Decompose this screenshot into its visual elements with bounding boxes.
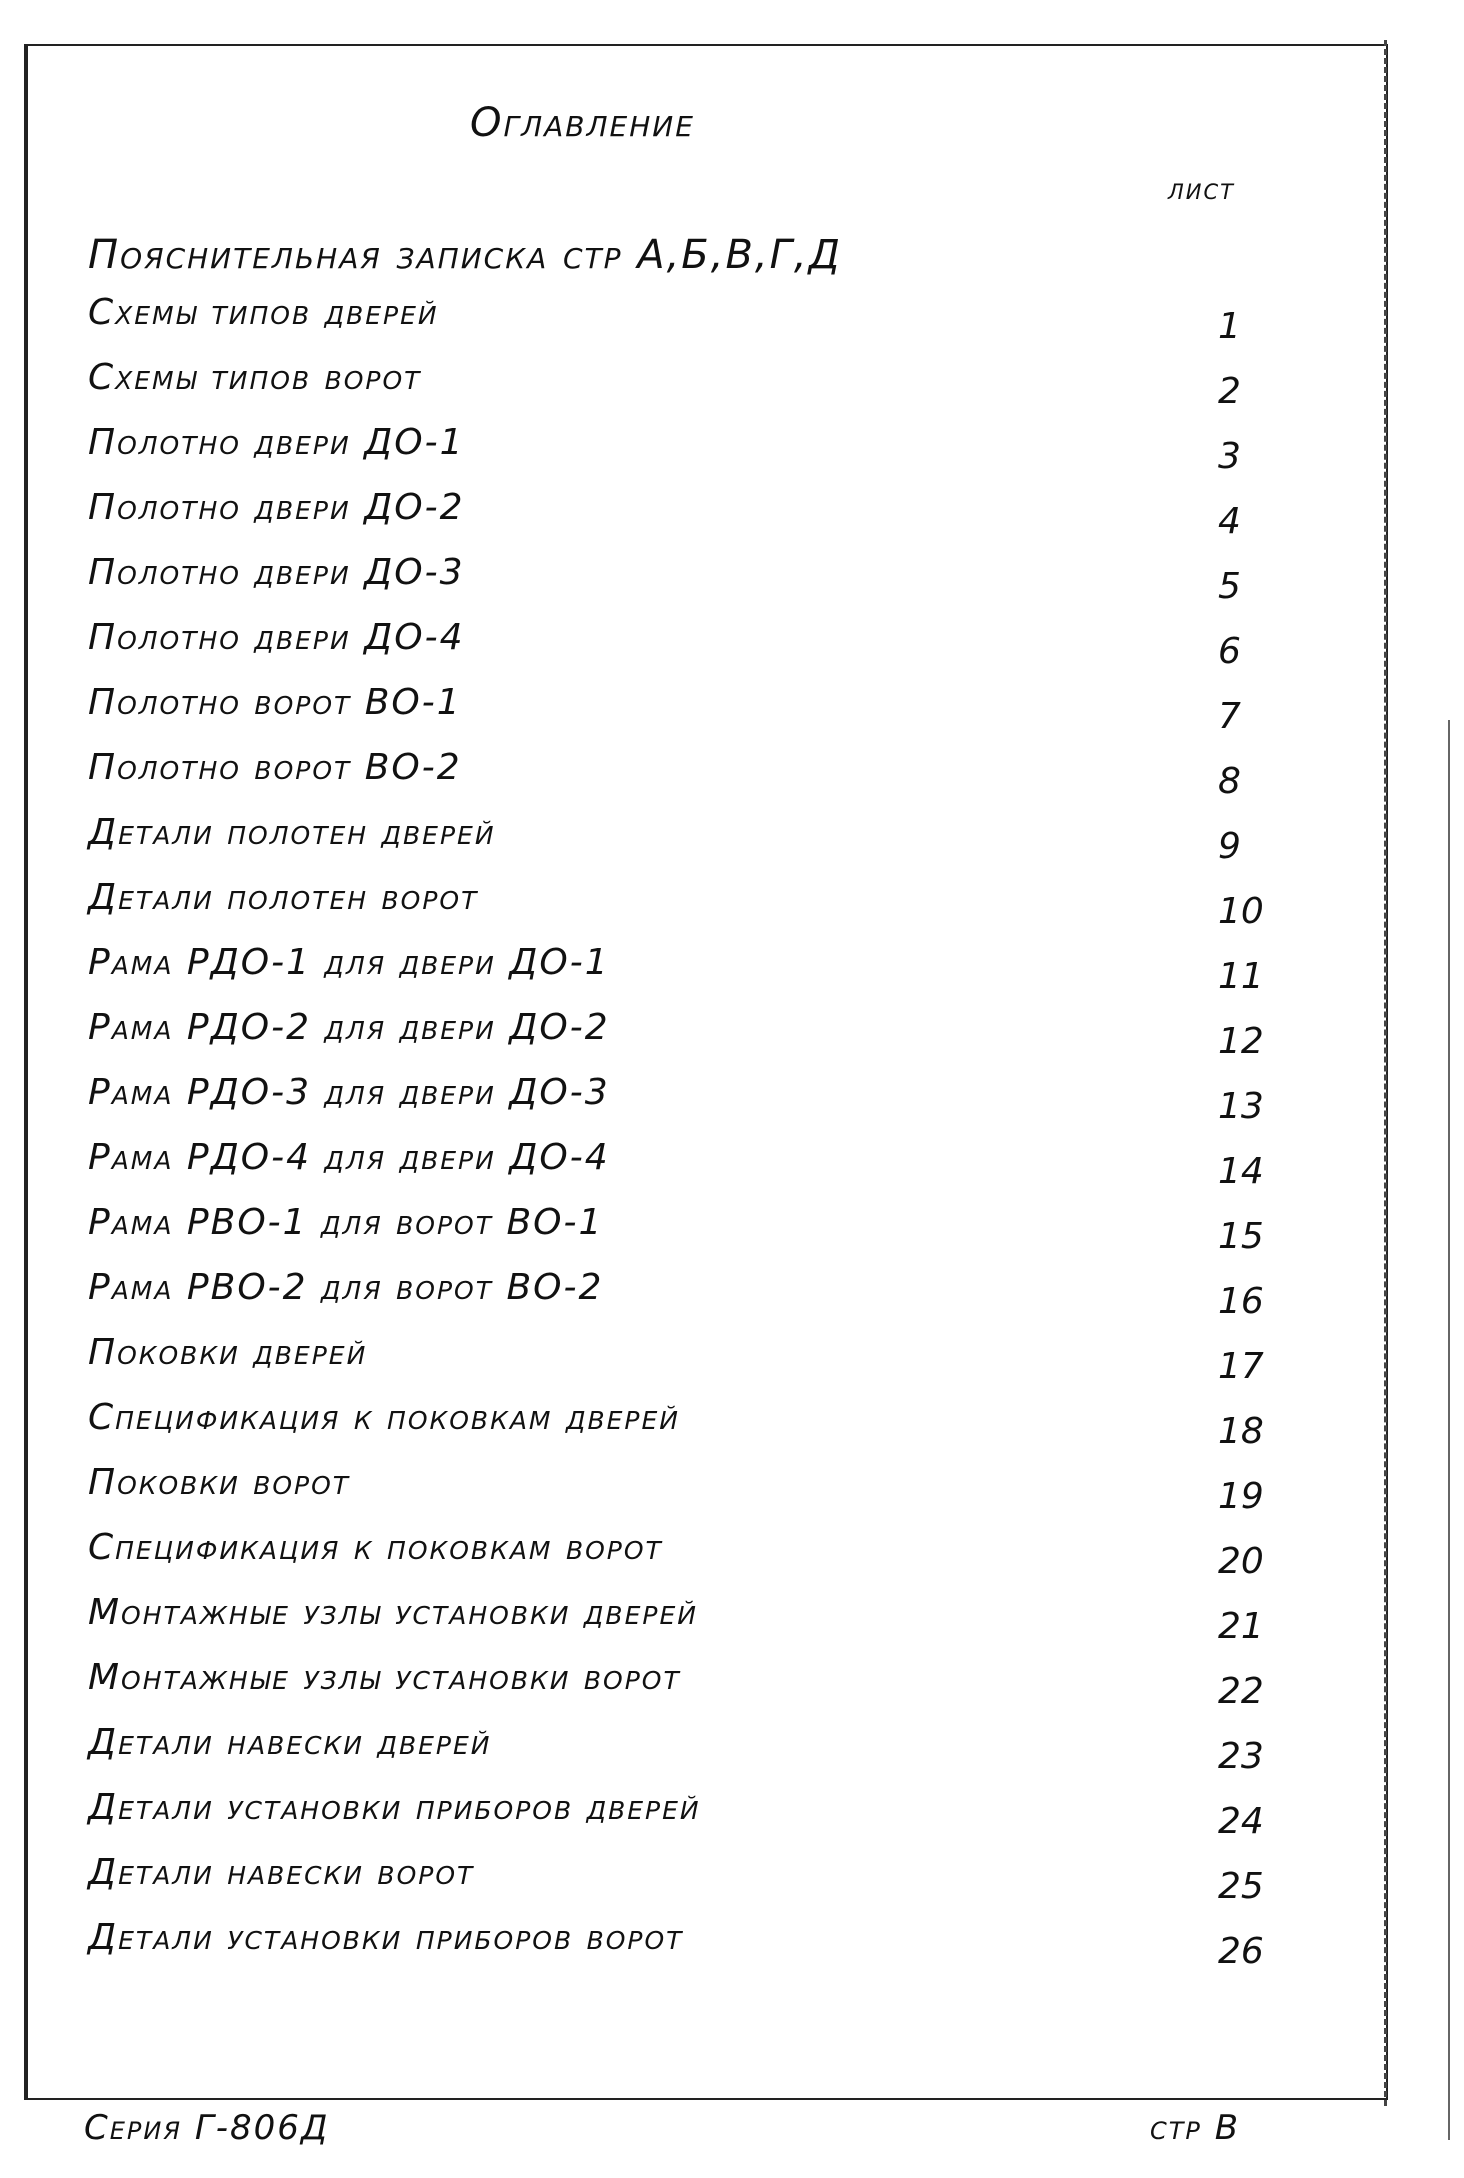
- entry-sheet-number: 8: [1218, 761, 1241, 802]
- contents-list: [88, 292, 1288, 1982]
- entry-label: Поковки ворот: [88, 1462, 351, 1503]
- entry-sheet-number: 25: [1218, 1866, 1264, 1907]
- entry-sheet-number: 7: [1218, 696, 1241, 737]
- contents-entry: [88, 552, 1288, 617]
- sheet-edge-line: [1448, 720, 1450, 2140]
- entry-sheet-number: 14: [1218, 1151, 1264, 1192]
- contents-entry: [88, 292, 1288, 357]
- contents-entry: [88, 1137, 1288, 1202]
- entry-label: Детали полотен ворот: [88, 877, 479, 918]
- entry-label: Детали установки приборов ворот: [88, 1917, 684, 1958]
- contents-entry: [88, 942, 1288, 1007]
- contents-entry: [88, 1267, 1288, 1332]
- entry-label: Спецификация к поковкам ворот: [88, 1527, 663, 1568]
- page-label: стр В: [1150, 2108, 1241, 2148]
- contents-entry: [88, 1722, 1288, 1787]
- entry-sheet-number: 2: [1218, 371, 1241, 412]
- sheet-column-header: лист: [1168, 172, 1235, 207]
- contents-entry: [88, 1072, 1288, 1137]
- contents-entry: [88, 747, 1288, 812]
- entry-sheet-number: 9: [1218, 826, 1241, 867]
- contents-entry: [88, 812, 1288, 877]
- contents-entry: [88, 1657, 1288, 1722]
- entry-label: Спецификация к поковкам дверей: [88, 1397, 681, 1438]
- page-title: Оглавление: [470, 100, 695, 146]
- contents-entry: [88, 1787, 1288, 1852]
- entry-label: Монтажные узлы установки дверей: [88, 1592, 698, 1633]
- entry-sheet-number: 3: [1218, 436, 1241, 477]
- contents-entry: [88, 617, 1288, 682]
- entry-sheet-number: 15: [1218, 1216, 1264, 1257]
- entry-label: Полотно двери ДО-2: [88, 487, 465, 528]
- contents-entry: [88, 1007, 1288, 1072]
- contents-entry: [88, 1527, 1288, 1592]
- entry-label: Монтажные узлы установки ворот: [88, 1657, 681, 1698]
- entry-label: Детали навески дверей: [88, 1722, 492, 1763]
- contents-entry: [88, 422, 1288, 487]
- entry-sheet-number: 1: [1218, 306, 1241, 347]
- entry-label: Поковки дверей: [88, 1332, 368, 1373]
- entry-label: Полотно двери ДО-1: [88, 422, 465, 463]
- entry-sheet-number: 13: [1218, 1086, 1264, 1127]
- entry-sheet-number: 11: [1218, 956, 1264, 997]
- contents-entry: [88, 1462, 1288, 1527]
- contents-entry: [88, 1397, 1288, 1462]
- entry-label: Детали полотен дверей: [88, 812, 496, 853]
- entry-sheet-number: 17: [1218, 1346, 1264, 1387]
- contents-entry: [88, 357, 1288, 422]
- entry-label: Полотно двери ДО-4: [88, 617, 465, 658]
- entry-sheet-number: 5: [1218, 566, 1241, 607]
- entry-sheet-number: 24: [1218, 1801, 1264, 1842]
- entry-label: Рама РДО-2 для двери ДО-2: [88, 1007, 610, 1048]
- contents-entry: [88, 1592, 1288, 1657]
- entry-sheet-number: 12: [1218, 1021, 1264, 1062]
- entry-sheet-number: 21: [1218, 1606, 1264, 1647]
- entry-sheet-number: 6: [1218, 631, 1241, 672]
- entry-label: Схемы типов ворот: [88, 357, 422, 398]
- entry-label: Рама РДО-3 для двери ДО-3: [88, 1072, 610, 1113]
- entry-sheet-number: 20: [1218, 1541, 1264, 1582]
- intro-line: Пояснительная записка стр А,Б,В,Г,Д: [88, 232, 842, 278]
- entry-sheet-number: 23: [1218, 1736, 1264, 1777]
- entry-label: Рама РВО-1 для ворот ВО-1: [88, 1202, 604, 1243]
- entry-label: Схемы типов дверей: [88, 292, 439, 333]
- entry-label: Рама РВО-2 для ворот ВО-2: [88, 1267, 604, 1308]
- series-label: Серия Г-806Д: [84, 2108, 330, 2148]
- entry-label: Детали установки приборов дверей: [88, 1787, 701, 1828]
- entry-label: Рама РДО-1 для двери ДО-1: [88, 942, 610, 983]
- entry-label: Детали навески ворот: [88, 1852, 475, 1893]
- contents-entry: [88, 487, 1288, 552]
- entry-label: Полотно двери ДО-3: [88, 552, 465, 593]
- page-edge-line: [1384, 40, 1390, 2106]
- contents-entry: [88, 1202, 1288, 1267]
- entry-sheet-number: 26: [1218, 1931, 1264, 1972]
- entry-label: Полотно ворот ВО-2: [88, 747, 462, 788]
- entry-label: Рама РДО-4 для двери ДО-4: [88, 1137, 610, 1178]
- entry-sheet-number: 18: [1218, 1411, 1264, 1452]
- entry-sheet-number: 4: [1218, 501, 1241, 542]
- entry-sheet-number: 10: [1218, 891, 1264, 932]
- entry-sheet-number: 22: [1218, 1671, 1264, 1712]
- contents-entry: [88, 877, 1288, 942]
- entry-sheet-number: 16: [1218, 1281, 1264, 1322]
- entry-sheet-number: 19: [1218, 1476, 1264, 1517]
- entry-label: Полотно ворот ВО-1: [88, 682, 462, 723]
- contents-entry: [88, 1852, 1288, 1917]
- contents-entry: [88, 1917, 1288, 1982]
- contents-entry: [88, 1332, 1288, 1397]
- contents-entry: [88, 682, 1288, 747]
